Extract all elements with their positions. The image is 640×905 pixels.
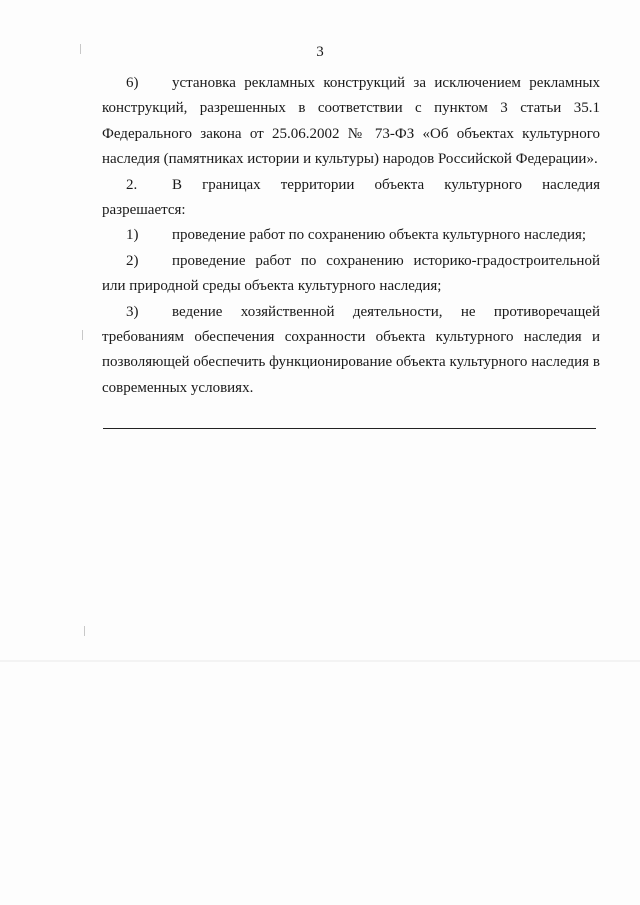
scan-artifact (80, 44, 81, 54)
paragraph-text: проведение работ по сохранению объекта культурного наследия; (172, 227, 587, 244)
paragraph-text: установка рекламных конструкций за исключением рекламных конструкций, разрешенных в соответствии с пунктом 3 статьи 35.1 Федерального закона от 25.06.2002 № 73-ФЗ «Об объектах культурного наследия (памятниках истории и культуры) народов Российской Федерации». (102, 75, 600, 168)
paragraph-item-6 (102, 71, 600, 173)
paragraph-number: 2) (126, 252, 139, 269)
paragraph-item-2 (102, 249, 600, 300)
paragraph-number: 6) (126, 75, 139, 91)
paragraph-text: ведение хозяйственной деятельности, не противоречащей требованиям обеспечения сохранности объекта культурного наследия и позволяющей обеспечить функционирование объекта культурного наследия в современных условиях. (102, 303, 600, 396)
paragraph-text: проведение работ по сохранению историко-градостроительной или природной среды объекта культурного наследия; (102, 252, 600, 295)
paragraph-number: 1) (126, 227, 139, 244)
scan-artifact (82, 330, 83, 340)
document-body (102, 71, 600, 401)
end-of-text-rule (103, 428, 596, 429)
paragraph-section-2 (102, 173, 600, 224)
paragraph-item-1 (102, 223, 600, 248)
paragraph-text: В границах территории объекта культурного наследия разрешается: (102, 176, 600, 219)
paragraph-item-3 (102, 300, 600, 402)
scan-artifact (84, 626, 85, 636)
paragraph-number: 3) (126, 303, 139, 320)
scan-artifact (0, 660, 640, 662)
page-number: 3 (316, 44, 324, 60)
paragraph-number: 2. (126, 176, 138, 193)
